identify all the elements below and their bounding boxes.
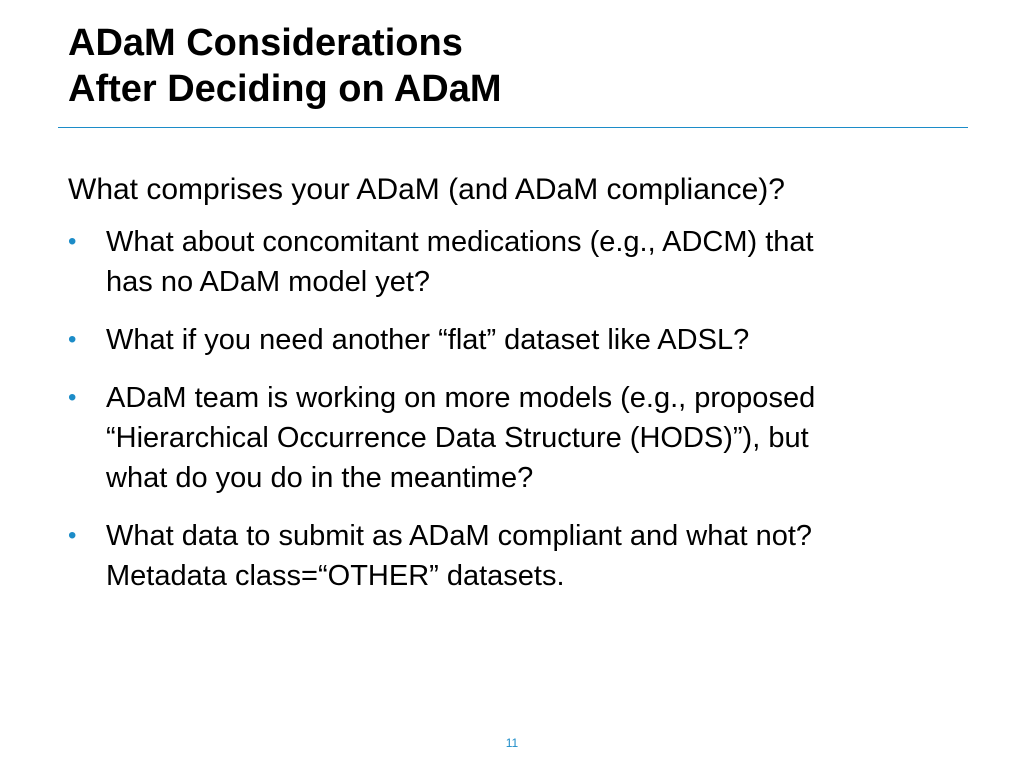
bullet-line: what do you do in the meantime? <box>106 462 534 494</box>
bullet-text <box>106 320 958 360</box>
bullet-icon: • <box>68 522 77 549</box>
bullet-item-concomitant-medications <box>68 222 958 302</box>
bullet-line: has no ADaM model yet? <box>106 266 431 298</box>
bullet-item-flat-dataset <box>68 320 958 360</box>
slide-title-line-1: ADaM Considerations <box>68 22 463 64</box>
bullet-list <box>68 222 958 596</box>
bullet-line: “Hierarchical Occurrence Data Structure (HODS)”), but <box>106 422 809 454</box>
bullet-line: What if you need another “flat” dataset like ADSL? <box>106 324 750 356</box>
slide-title-line-2: After Deciding on ADaM <box>68 68 502 110</box>
bullet-line: ADaM team is working on more models (e.g., proposed <box>106 382 816 414</box>
bullet-item-submit-compliant <box>68 516 958 596</box>
title-divider <box>58 127 968 128</box>
bullet-text <box>106 378 958 498</box>
page-number: 11 <box>505 736 519 750</box>
slide-title <box>68 20 968 112</box>
bullet-text <box>106 222 958 302</box>
bullet-line: Metadata class=“OTHER” datasets. <box>106 560 565 592</box>
bullet-icon: • <box>68 326 77 353</box>
bullet-icon: • <box>68 384 77 411</box>
bullet-line: What data to submit as ADaM compliant and what not? <box>106 520 813 552</box>
bullet-icon: • <box>68 228 77 255</box>
bullet-text <box>106 516 958 596</box>
bullet-line: What about concomitant medications (e.g., ADCM) that <box>106 226 814 258</box>
lead-question: What comprises your ADaM (and ADaM compliance)? <box>68 173 785 206</box>
slide-body <box>68 170 958 614</box>
bullet-item-more-models <box>68 378 958 498</box>
